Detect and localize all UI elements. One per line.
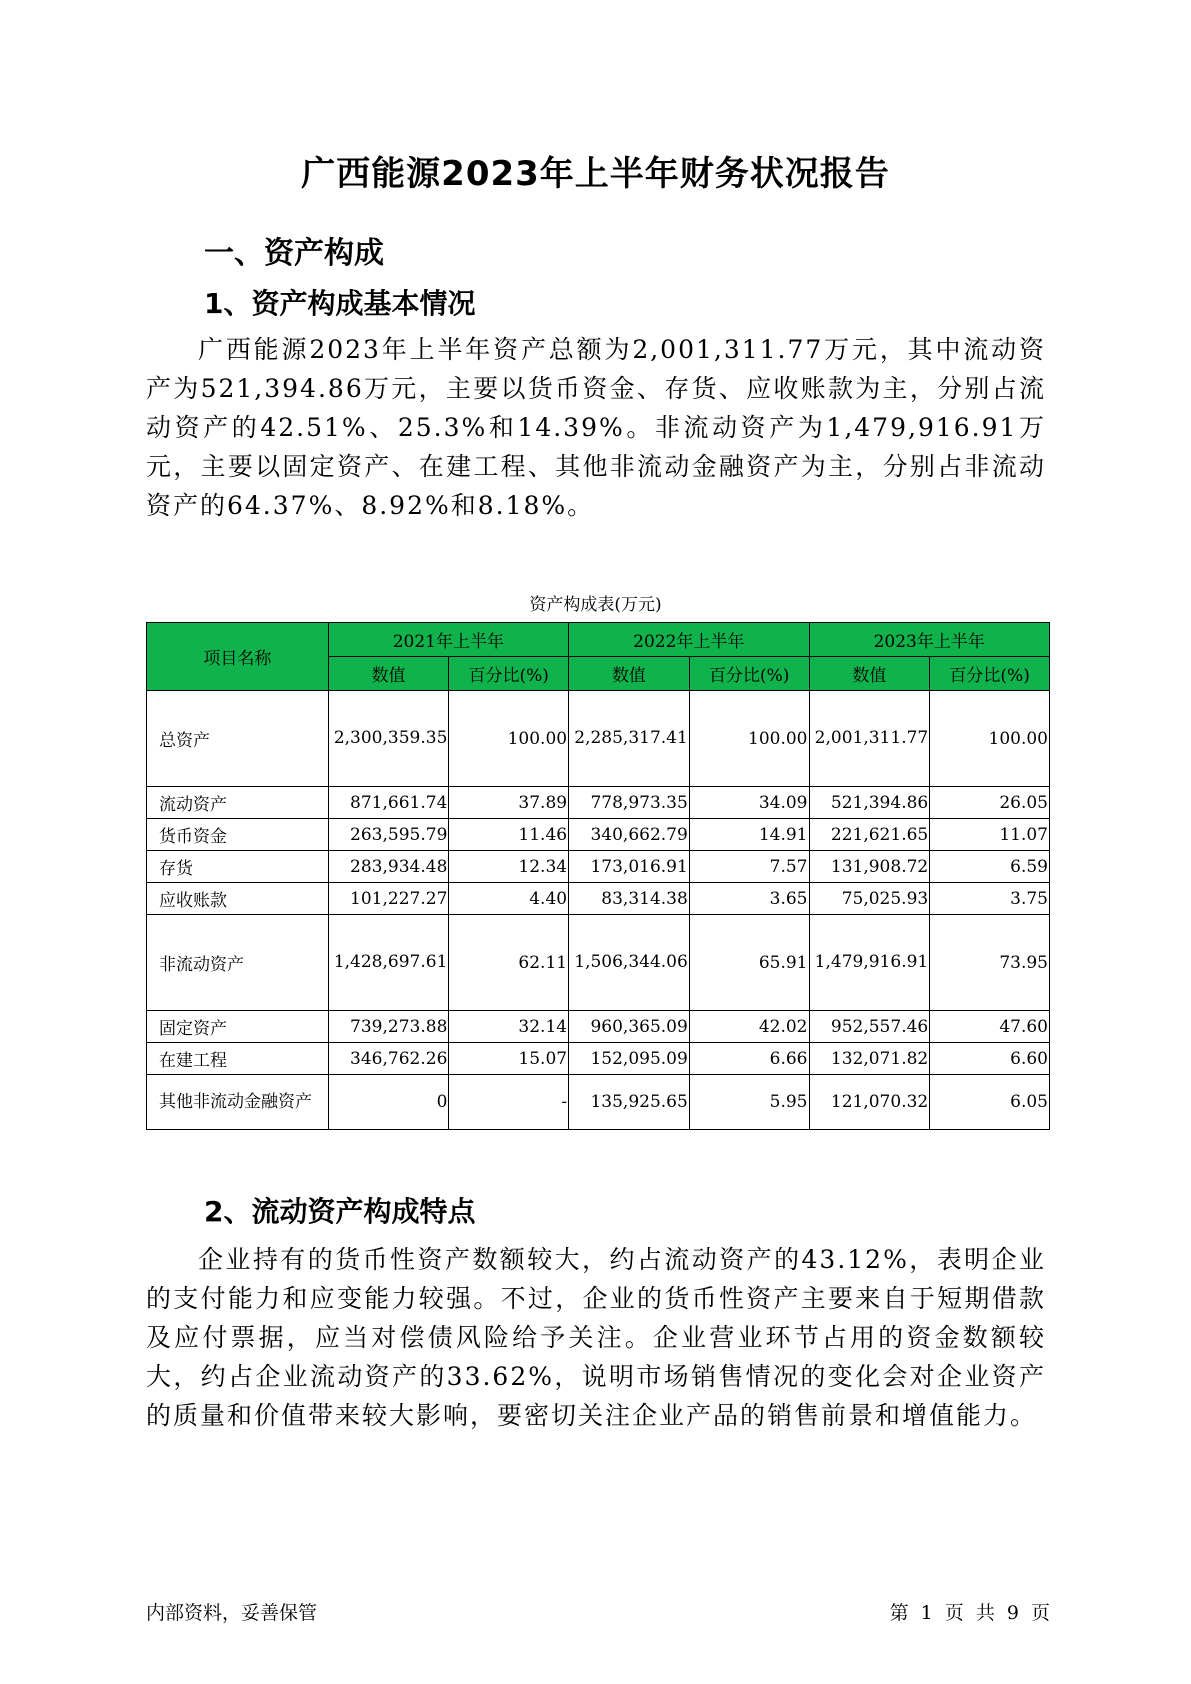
row-label: 在建工程 [147, 1043, 329, 1075]
cell-value: 0 [328, 1075, 449, 1130]
cell-value: 346,762.26 [328, 1043, 449, 1075]
cell-percent: 100.00 [930, 691, 1050, 787]
footer-page-number: 第 1 页 共 9 页 [889, 1602, 1050, 1624]
cell-percent: 4.40 [449, 883, 569, 915]
row-label: 存货 [147, 851, 329, 883]
table-row [147, 819, 1050, 851]
cell-value: 263,595.79 [328, 819, 449, 851]
cell-percent: 11.46 [449, 819, 569, 851]
cell-percent: 26.05 [930, 787, 1050, 819]
row-label [147, 1075, 329, 1130]
cell-value: 83,314.38 [569, 883, 690, 915]
cell-value: 521,394.86 [809, 787, 930, 819]
asset-composition-table [146, 622, 1050, 1130]
subsection-heading-current-assets: 2、流动资产构成特点 [204, 1195, 476, 1228]
paragraph-text: 广西能源2023年上半年资产总额为2,001,311.77万元，其中流动资产为521,394.86万元，主要以货币资金、存货、应收账款为主，分别占流动资产的42.51%、25.3%和14.39%。非流动资产为1,479,916.91万元，主要以固定资产、在建工程、其他非流动金融资产为主，分别占非流动资产的64.37%、8.92%和8.18%。 [146, 335, 1046, 520]
cell-text: 2,001,311.77 [814, 728, 929, 748]
cell-value: 132,071.82 [809, 1043, 930, 1075]
cell-value [328, 915, 449, 1011]
cell-value [328, 691, 449, 787]
cell-value: 283,934.48 [328, 851, 449, 883]
cell-text: 2,285,317.41 [574, 728, 688, 748]
cell-value [809, 691, 930, 787]
paragraph-current-assets [146, 1240, 1046, 1435]
row-label: 应收账款 [147, 883, 329, 915]
cell-percent: 14.91 [689, 819, 809, 851]
table-row [147, 1011, 1050, 1043]
cell-percent: 62.11 [449, 915, 569, 1011]
cell-percent: - [449, 1075, 569, 1130]
cell-value: 340,662.79 [569, 819, 690, 851]
cell-value: 75,025.93 [809, 883, 930, 915]
table-row [147, 1075, 1050, 1130]
row-label: 流动资产 [147, 787, 329, 819]
footer-confidential-note: 内部资料，妥善保管 [146, 1602, 318, 1624]
table-row [147, 1043, 1050, 1075]
cell-percent: 6.59 [930, 851, 1050, 883]
table-row [147, 915, 1050, 1011]
header-value: 数值 [809, 657, 930, 691]
row-label: 货币资金 [147, 819, 329, 851]
cell-percent: 6.66 [689, 1043, 809, 1075]
paragraph-text: 企业持有的货币性资产数额较大，约占流动资产的43.12%，表明企业的支付能力和应变能力较强。不过，企业的货币性资产主要来自于短期借款及应付票据，应当对偿债风险给予关注。企业营业环节占用的资金数额较大，约占企业流动资产的33.62%，说明市场销售情况的变化会对企业资产的质量和价值带来较大影响，要密切关注企业产品的销售前景和增值能力。 [146, 1245, 1046, 1430]
header-item-name: 项目名称 [147, 623, 329, 691]
cell-text: 1,506,344.06 [574, 952, 688, 972]
row-label-text: 其他非流动金融资产 [159, 1091, 312, 1112]
cell-value: 101,227.27 [328, 883, 449, 915]
cell-value: 152,095.09 [569, 1043, 690, 1075]
paragraph-basic-situation [146, 330, 1046, 525]
cell-percent: 37.89 [449, 787, 569, 819]
header-period-2023: 2023年上半年 [809, 623, 1050, 657]
cell-percent: 42.02 [689, 1011, 809, 1043]
table-caption: 资产构成表(万元) [529, 595, 662, 615]
cell-percent: 47.60 [930, 1011, 1050, 1043]
header-period-2021: 2021年上半年 [328, 623, 568, 657]
cell-value: 221,621.65 [809, 819, 930, 851]
cell-value: 871,661.74 [328, 787, 449, 819]
table-row [147, 883, 1050, 915]
cell-percent: 11.07 [930, 819, 1050, 851]
table-row [147, 691, 1050, 787]
cell-percent: 3.75 [930, 883, 1050, 915]
cell-percent: 65.91 [689, 915, 809, 1011]
table-row [147, 787, 1050, 819]
header-period-2022: 2022年上半年 [569, 623, 809, 657]
row-label: 总资产 [147, 691, 329, 787]
cell-percent: 100.00 [449, 691, 569, 787]
cell-percent: 73.95 [930, 915, 1050, 1011]
cell-percent: 32.14 [449, 1011, 569, 1043]
cell-value [569, 915, 690, 1011]
section-heading-assets: 一、资产构成 [204, 236, 384, 271]
report-title: 广西能源2023年上半年财务状况报告 [301, 154, 890, 194]
cell-value: 121,070.32 [809, 1075, 930, 1130]
cell-text: 1,428,697.61 [333, 952, 448, 972]
cell-value: 173,016.91 [569, 851, 690, 883]
cell-value: 960,365.09 [569, 1011, 690, 1043]
header-percent: 百分比(%) [930, 657, 1050, 691]
subsection-heading-basic: 1、资产构成基本情况 [204, 287, 476, 320]
cell-value: 131,908.72 [809, 851, 930, 883]
header-percent: 百分比(%) [689, 657, 809, 691]
cell-percent: 6.05 [930, 1075, 1050, 1130]
header-percent: 百分比(%) [449, 657, 569, 691]
header-value: 数值 [569, 657, 690, 691]
cell-value [569, 691, 690, 787]
cell-text: 1,479,916.91 [814, 952, 929, 972]
cell-percent: 5.95 [689, 1075, 809, 1130]
table-row [147, 851, 1050, 883]
cell-percent: 100.00 [689, 691, 809, 787]
row-label: 固定资产 [147, 1011, 329, 1043]
cell-percent: 6.60 [930, 1043, 1050, 1075]
cell-text: 2,300,359.35 [333, 728, 448, 748]
row-label: 非流动资产 [147, 915, 329, 1011]
cell-percent: 12.34 [449, 851, 569, 883]
cell-percent: 3.65 [689, 883, 809, 915]
cell-value: 739,273.88 [328, 1011, 449, 1043]
cell-value: 778,973.35 [569, 787, 690, 819]
cell-value [809, 915, 930, 1011]
cell-percent: 34.09 [689, 787, 809, 819]
header-value: 数值 [328, 657, 449, 691]
cell-value: 135,925.65 [569, 1075, 690, 1130]
cell-percent: 15.07 [449, 1043, 569, 1075]
cell-percent: 7.57 [689, 851, 809, 883]
cell-value: 952,557.46 [809, 1011, 930, 1043]
